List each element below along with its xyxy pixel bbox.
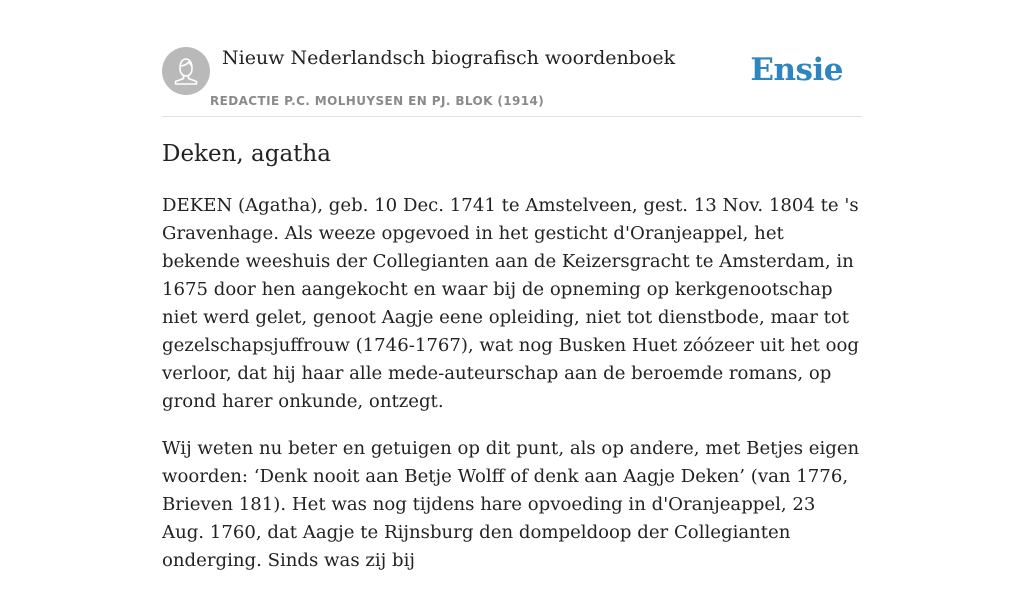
entry-paragraph: Wij weten nu beter en getuigen op dit punt, als op andere, met Betjes eigen woorden: ‘Denk nooit aan Betje Wolff of denk aan Aagje Deken’ (van 1776, Brieven 181). Het was nog tijdens hare opvoeding in d'Oranjeappel, 23 Aug. 1760, dat Aagje te Rijnsburg den dompeldoop der Collegianten onderging. Sinds was zij bij — [162, 438, 860, 571]
entry-title: Deken, agatha — [162, 141, 331, 167]
book-title[interactable]: Nieuw Nederlandsch biografisch woordenboek — [222, 47, 676, 69]
entry-paragraph: DEKEN (Agatha), geb. 10 Dec. 1741 te Amstelveen, gest. 13 Nov. 1804 te 's Gravenhage. Als weeze opgevoed in het gesticht d'Oranjeappel, het bekende weeshuis der Collegianten aan de Keizersgracht te Amsterdam, in 1675 door hen aangekocht en waar bij de opneming op kerkgenootschap niet werd gelet, genoot Aagje eene opleiding, niet tot dienstbode, maar tot gezelschapsjuffrouw (1746-1767), wat nog Busken Huet zóózeer uit het oog verloor, dat hij haar alle mede-auteurschap aan de beroemde romans, op grond harer onkunde, ontzegt. — [162, 195, 859, 412]
book-header — [162, 44, 862, 117]
user-placeholder-icon — [162, 47, 210, 95]
ensie-logo[interactable]: Ensie — [750, 52, 843, 88]
entry-body — [162, 192, 862, 594]
book-editors: REDACTIE P.C. MOLHUYSEN EN PJ. BLOK (1914) — [210, 94, 545, 108]
